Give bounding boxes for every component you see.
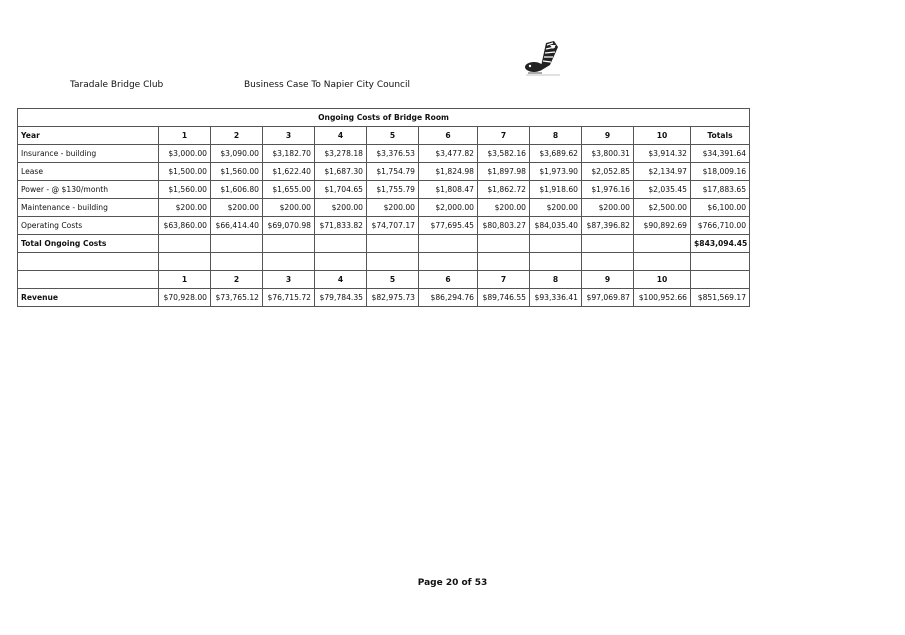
cost-cell: $1,606.80 bbox=[211, 181, 263, 199]
cost-cell: $77,695.45 bbox=[419, 217, 478, 235]
cost-cell: $3,376.53 bbox=[367, 145, 419, 163]
cost-cell: $1,824.98 bbox=[419, 163, 478, 181]
cost-cell: $3,000.00 bbox=[159, 145, 211, 163]
empty-cell bbox=[263, 235, 315, 253]
empty-cell bbox=[367, 235, 419, 253]
cost-cell: $1,560.00 bbox=[211, 163, 263, 181]
cost-cell: $1,655.00 bbox=[263, 181, 315, 199]
cost-cell: $2,134.97 bbox=[634, 163, 691, 181]
year-header-cell: 9 bbox=[582, 127, 634, 145]
cost-cell: $3,800.31 bbox=[582, 145, 634, 163]
row-total: $766,710.00 bbox=[691, 217, 750, 235]
total-ongoing-label: Total Ongoing Costs bbox=[18, 235, 159, 253]
revenue-cell: $70,928.00 bbox=[159, 289, 211, 307]
empty-cell bbox=[18, 271, 159, 289]
cost-cell: $1,973.90 bbox=[530, 163, 582, 181]
row-label: Power - @ $130/month bbox=[18, 181, 159, 199]
cost-cell: $2,035.45 bbox=[634, 181, 691, 199]
revenue-row bbox=[18, 289, 750, 307]
empty-cell bbox=[367, 253, 419, 271]
year-header-cell: 3 bbox=[263, 127, 315, 145]
cost-cell: $200.00 bbox=[367, 199, 419, 217]
year-header-cell: 4 bbox=[315, 127, 367, 145]
empty-cell bbox=[18, 253, 159, 271]
cost-cell: $1,622.40 bbox=[263, 163, 315, 181]
cost-cell: $3,477.82 bbox=[419, 145, 478, 163]
empty-cell bbox=[315, 253, 367, 271]
empty-cell bbox=[582, 253, 634, 271]
year-header-cell: 8 bbox=[530, 271, 582, 289]
year-header-cell: 8 bbox=[530, 127, 582, 145]
row-label: Operating Costs bbox=[18, 217, 159, 235]
empty-cell bbox=[419, 235, 478, 253]
cost-cell: $84,035.40 bbox=[530, 217, 582, 235]
total-ongoing-value: $843,094.45 bbox=[691, 235, 750, 253]
year-label: Year bbox=[18, 127, 159, 145]
row-total: $34,391.64 bbox=[691, 145, 750, 163]
year-header-row bbox=[18, 127, 750, 145]
ongoing-costs-table bbox=[17, 108, 750, 307]
fantail-bird-logo-icon bbox=[520, 35, 566, 81]
cost-cell: $1,755.79 bbox=[367, 181, 419, 199]
revenue-cell: $79,784.35 bbox=[315, 289, 367, 307]
empty-cell bbox=[634, 235, 691, 253]
revenue-cell: $76,715.72 bbox=[263, 289, 315, 307]
cost-cell: $2,500.00 bbox=[634, 199, 691, 217]
cost-cell: $1,808.47 bbox=[419, 181, 478, 199]
cost-cell: $74,707.17 bbox=[367, 217, 419, 235]
cost-cell: $1,687.30 bbox=[315, 163, 367, 181]
year-header-cell: 2 bbox=[211, 127, 263, 145]
cost-cell: $87,396.82 bbox=[582, 217, 634, 235]
year-header-cell: 4 bbox=[315, 271, 367, 289]
blank-row bbox=[18, 253, 750, 271]
cost-cell: $1,897.98 bbox=[478, 163, 530, 181]
cost-cell: $63,860.00 bbox=[159, 217, 211, 235]
revenue-cell: $73,765.12 bbox=[211, 289, 263, 307]
empty-cell bbox=[211, 253, 263, 271]
cost-cell: $71,833.82 bbox=[315, 217, 367, 235]
cost-cell: $3,278.18 bbox=[315, 145, 367, 163]
row-total: $17,883.65 bbox=[691, 181, 750, 199]
revenue-cell: $97,069.87 bbox=[582, 289, 634, 307]
year-header-cell: 10 bbox=[634, 127, 691, 145]
page-number: Page 20 of 53 bbox=[417, 578, 488, 588]
revenue-cell: $89,746.55 bbox=[478, 289, 530, 307]
cost-cell: $3,689.62 bbox=[530, 145, 582, 163]
cost-cell: $3,914.32 bbox=[634, 145, 691, 163]
revenue-cell: $100,952.66 bbox=[634, 289, 691, 307]
cost-cell: $2,052.85 bbox=[582, 163, 634, 181]
table-row bbox=[18, 145, 750, 163]
revenue-label: Revenue bbox=[18, 289, 159, 307]
cost-cell: $66,414.40 bbox=[211, 217, 263, 235]
empty-cell bbox=[263, 253, 315, 271]
cost-cell: $1,754.79 bbox=[367, 163, 419, 181]
cost-cell: $1,704.65 bbox=[315, 181, 367, 199]
cost-cell: $2,000.00 bbox=[419, 199, 478, 217]
year-header-cell: 10 bbox=[634, 271, 691, 289]
row-label: Maintenance - building bbox=[18, 199, 159, 217]
cost-cell: $3,090.00 bbox=[211, 145, 263, 163]
cost-cell: $200.00 bbox=[263, 199, 315, 217]
empty-cell bbox=[634, 253, 691, 271]
empty-cell bbox=[530, 235, 582, 253]
totals-label: Totals bbox=[691, 127, 750, 145]
cost-cell: $200.00 bbox=[530, 199, 582, 217]
cost-cell: $80,803.27 bbox=[478, 217, 530, 235]
empty-cell bbox=[211, 235, 263, 253]
empty-cell bbox=[159, 253, 211, 271]
cost-cell: $1,560.00 bbox=[159, 181, 211, 199]
empty-cell bbox=[582, 235, 634, 253]
cost-cell: $90,892.69 bbox=[634, 217, 691, 235]
empty-cell bbox=[478, 253, 530, 271]
row-total: $6,100.00 bbox=[691, 199, 750, 217]
row-label: Lease bbox=[18, 163, 159, 181]
year-header-cell: 5 bbox=[367, 127, 419, 145]
cost-cell: $69,070.98 bbox=[263, 217, 315, 235]
club-name: Taradale Bridge Club bbox=[70, 80, 164, 90]
empty-cell bbox=[315, 235, 367, 253]
empty-cell bbox=[419, 253, 478, 271]
table-row bbox=[18, 163, 750, 181]
empty-cell bbox=[159, 235, 211, 253]
revenue-cell: $82,975.73 bbox=[367, 289, 419, 307]
year-header-cell: 1 bbox=[159, 271, 211, 289]
empty-cell bbox=[691, 253, 750, 271]
table-title: Ongoing Costs of Bridge Room bbox=[18, 109, 750, 127]
table-row bbox=[18, 199, 750, 217]
year-header-cell: 5 bbox=[367, 271, 419, 289]
row-total: $18,009.16 bbox=[691, 163, 750, 181]
table-row bbox=[18, 181, 750, 199]
cost-cell: $3,182.70 bbox=[263, 145, 315, 163]
year-header-cell: 3 bbox=[263, 271, 315, 289]
cost-cell: $200.00 bbox=[478, 199, 530, 217]
cost-cell: $1,976.16 bbox=[582, 181, 634, 199]
empty-cell bbox=[691, 271, 750, 289]
cost-cell: $1,500.00 bbox=[159, 163, 211, 181]
revenue-year-header-row bbox=[18, 271, 750, 289]
year-header-cell: 1 bbox=[159, 127, 211, 145]
total-ongoing-row bbox=[18, 235, 750, 253]
revenue-cell: $93,336.41 bbox=[530, 289, 582, 307]
year-header-cell: 2 bbox=[211, 271, 263, 289]
year-header-cell: 6 bbox=[419, 271, 478, 289]
empty-cell bbox=[478, 235, 530, 253]
cost-cell: $200.00 bbox=[159, 199, 211, 217]
year-header-cell: 7 bbox=[478, 127, 530, 145]
year-header-cell: 9 bbox=[582, 271, 634, 289]
revenue-total: $851,569.17 bbox=[691, 289, 750, 307]
cost-cell: $200.00 bbox=[582, 199, 634, 217]
revenue-cell: $86,294.76 bbox=[419, 289, 478, 307]
row-label: Insurance - building bbox=[18, 145, 159, 163]
empty-cell bbox=[530, 253, 582, 271]
cost-cell: $200.00 bbox=[211, 199, 263, 217]
year-header-cell: 7 bbox=[478, 271, 530, 289]
document-title: Business Case To Napier City Council bbox=[244, 80, 410, 90]
cost-cell: $1,862.72 bbox=[478, 181, 530, 199]
cost-cell: $1,918.60 bbox=[530, 181, 582, 199]
cost-cell: $3,582.16 bbox=[478, 145, 530, 163]
table-row bbox=[18, 217, 750, 235]
year-header-cell: 6 bbox=[419, 127, 478, 145]
cost-cell: $200.00 bbox=[315, 199, 367, 217]
